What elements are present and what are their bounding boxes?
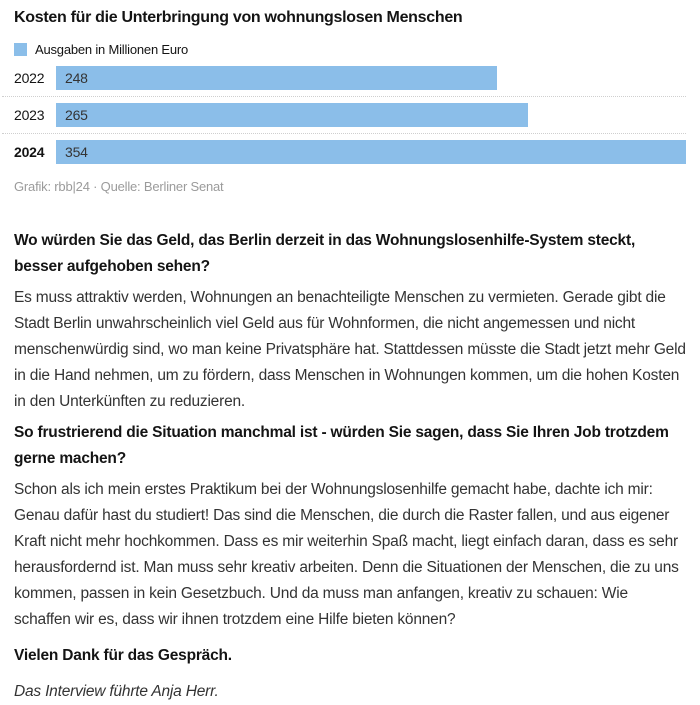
- row-separator: [2, 133, 686, 134]
- category-label-2022: 2022: [14, 70, 45, 86]
- row-separator: [2, 96, 686, 97]
- interview-byline: Das Interview führte Anja Herr.: [14, 683, 219, 700]
- interview-answer-1: Es muss attraktiv werden, Wohnungen an benachteiligte Menschen zu vermieten. Gerade gibt die Stadt Berlin unwahrscheinlich viel Geld aus für Wohnformen, die nicht angemessen und nicht menschenwürdig sind, wo man keine Privatsphäre hat. Stattdessen müsste die Stadt jetzt mehr Geld in die Hand nehmen, um zu fördern, dass Menschen in Wohnungen kommen, um die hohen Kosten in den Unterkünften zu reduzieren.: [14, 289, 686, 410]
- bar-value-label: 265: [65, 107, 88, 123]
- chart-legend: [14, 42, 686, 56]
- bar-value-label: 354: [65, 144, 88, 160]
- chart-row-2023: [14, 103, 686, 127]
- bar-2022: [56, 66, 497, 90]
- chart-row-2024: [14, 140, 686, 164]
- chart-credit: Grafik: rbb|24 · Quelle: Berliner Senat: [14, 179, 224, 194]
- bar-2023: [56, 103, 528, 127]
- bar-2024: [56, 140, 686, 164]
- bar-track: [56, 66, 686, 90]
- legend-swatch-icon: [14, 43, 27, 56]
- bar-track: [56, 103, 686, 127]
- bar-value-label: 248: [65, 70, 88, 86]
- bar-track: [56, 140, 686, 164]
- chart-title: Kosten für die Unterbringung von wohnungslosen Menschen: [14, 9, 463, 26]
- interview-answer-2: Schon als ich mein erstes Praktikum bei der Wohnungslosenhilfe gemacht habe, dachte ich mir: Genau dafür hast du studiert! Das sind die Menschen, die durch die Raster fallen, und aus eigener Kraft nicht mehr hochkommen. Dass es mir weiterhin Spaß macht, liegt einfach daran, dass es sehr herausfordernd ist. Man muss sehr kreativ arbeiten. Denn die Situationen der Menschen, die zu uns kommen, passen in kein Gesetzbuch. Und da muss man anfangen, kreativ zu schauen: Wie schaffen wir es, dass wir ihnen trotzdem eine Hilfe bieten können?: [14, 481, 679, 628]
- interview-question-1: Wo würden Sie das Geld, das Berlin derzeit in das Wohnungslosenhilfe-System steckt, besser aufgehoben sehen?: [14, 232, 636, 275]
- legend-label: Ausgaben in Millionen Euro: [35, 41, 189, 57]
- chart-row-2022: [14, 66, 686, 90]
- bar-chart: [14, 66, 686, 164]
- interview-question-2: So frustrierend die Situation manchmal ist - würden Sie sagen, dass Sie Ihren Job trotzdem gerne machen?: [14, 424, 669, 467]
- category-label-2024: 2024: [14, 144, 45, 160]
- closing-thanks: Vielen Dank für das Gespräch.: [14, 647, 232, 664]
- category-label-2023: 2023: [14, 107, 45, 123]
